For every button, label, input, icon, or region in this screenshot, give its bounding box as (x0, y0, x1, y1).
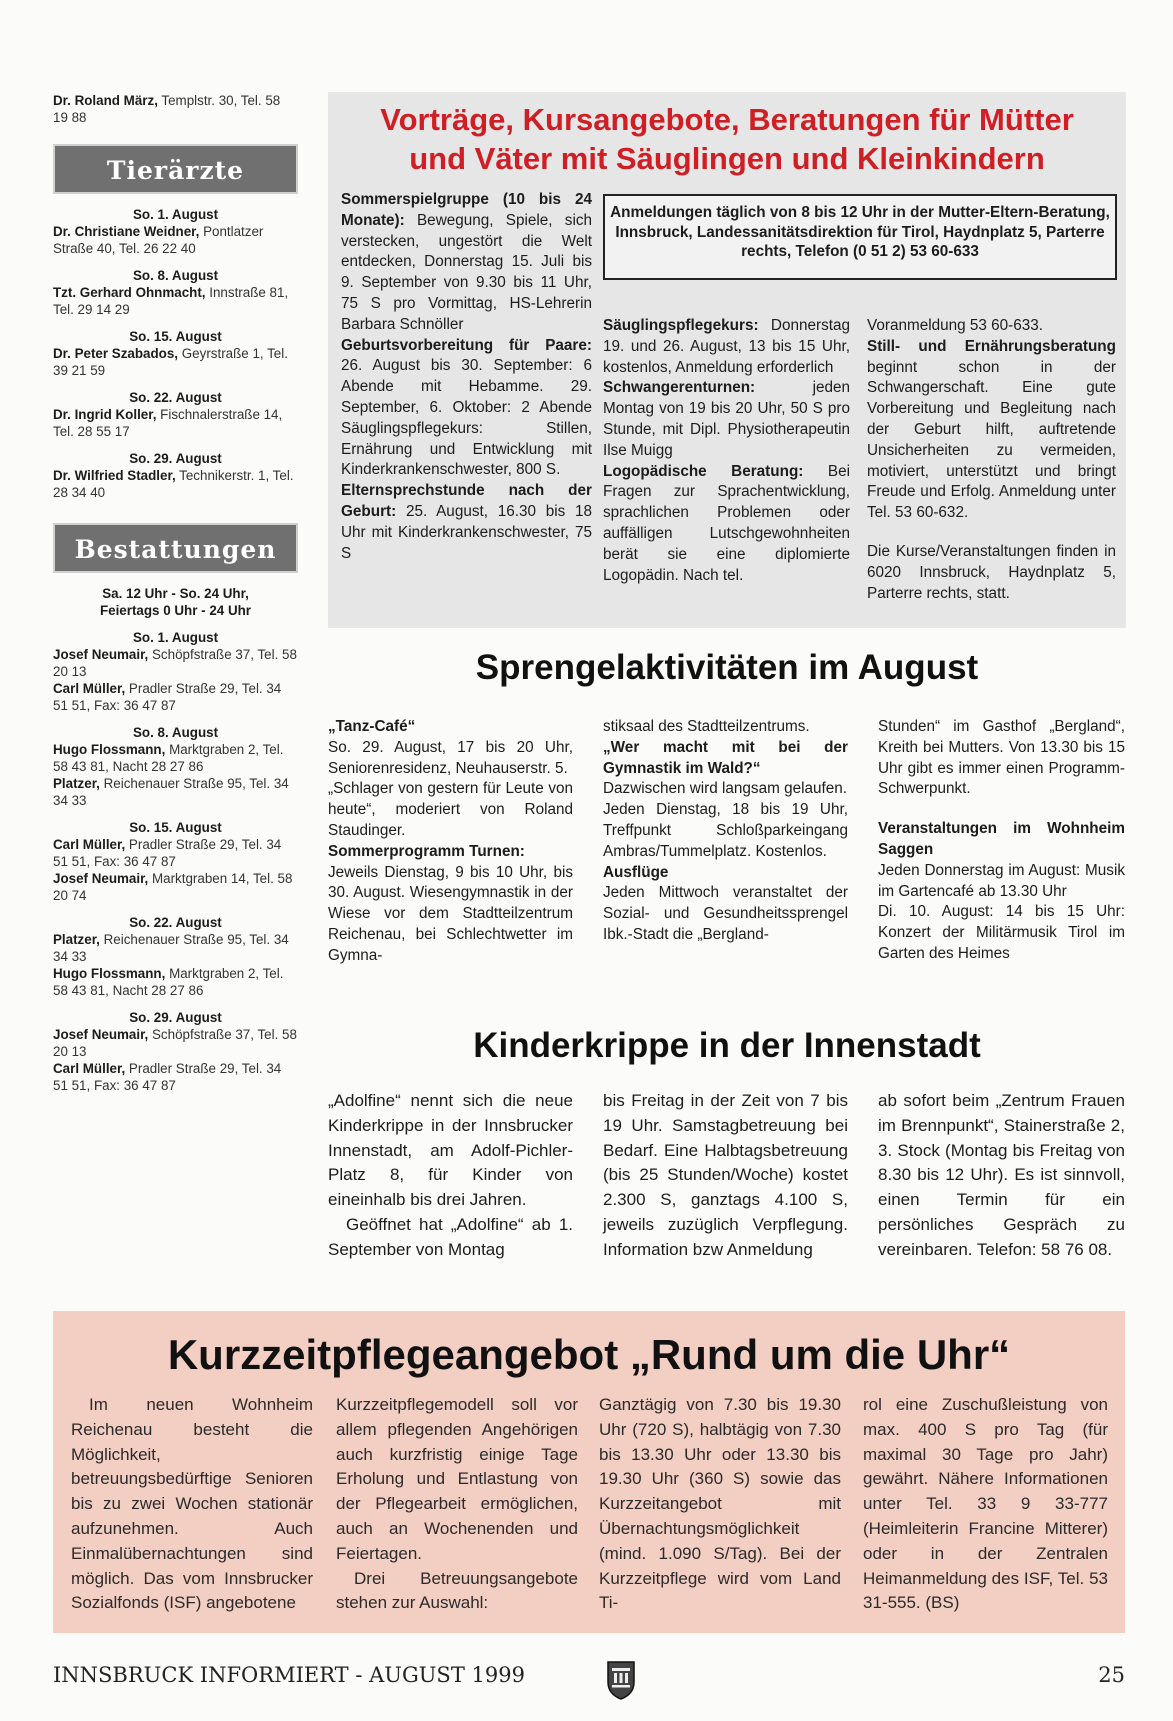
vet-date: So. 15. August (129, 329, 222, 344)
vet-entry (53, 206, 298, 257)
activity-text: Stunden“ im Gasthof „Bergland“, Kreith bei Mutters. Von 13.30 bis 15 Uhr gibt es immer einen Programm-Schwerpunkt. (878, 718, 1125, 798)
left-column (53, 92, 298, 1094)
activity-heading: Ausflüge (603, 863, 669, 881)
course-text: jeden Montag von 19 bis 20 Uhr, 50 S pro Stunde, mit Dipl. Physiotherapeutin Ilse Muigg (603, 379, 850, 459)
courses-box (328, 92, 1126, 628)
activity-heading: „Wer macht mit bei der Gymnastik im Wald?“ (603, 738, 848, 777)
activity-heading: Sommerprogramm Turnen: (328, 842, 525, 860)
burial-name: Platzer, (53, 776, 100, 791)
footer-publication: INNSBRUCK INFORMIERT - AUGUST 1999 (53, 1663, 525, 1687)
course-text: 25. August, 16.30 bis 18 Uhr mit Kinderkrankenschwester, 75 S (341, 502, 592, 562)
burial-address: Reichenauer Straße 95, Tel. 34 34 33 (53, 776, 289, 808)
care-column-2 (336, 1393, 578, 1616)
course-heading: Geburtsvorbereitung für Paare: (341, 336, 592, 354)
care-column-3 (599, 1393, 841, 1616)
registration-box: Anmeldungen täglich von 8 bis 12 Uhr in der Mutter-Eltern-Beratung, Innsbruck, Landessanitätsdirektion für Tirol, Haydnplatz 5, Parterre rechts, Telefon (0 51 2) 53 60-633 (603, 194, 1117, 280)
vet-name: Dr. Wilfried Stadler, (53, 468, 176, 483)
activity-text: Jeden Dienstag, 18 bis 19 Uhr, Treffpunkt Schloßparkeingang Ambras/Tummelplatz. Kostenlos. (603, 801, 848, 860)
vet-address: Technikerstr. 1, Tel. 28 34 40 (53, 468, 294, 500)
vet-name: Dr. Ingrid Koller, (53, 407, 157, 422)
vet-address: Geyrstraße 1, Tel. 39 21 59 (53, 346, 288, 378)
vets-heading: Tierärzte (53, 144, 298, 194)
burial-date: So. 22. August (129, 915, 222, 930)
care-column-1 (71, 1393, 313, 1616)
burial-name: Platzer, (53, 932, 100, 947)
burial-address: Marktgraben 14, Tel. 58 20 74 (53, 871, 293, 903)
burial-entry (53, 914, 298, 999)
vet-date: So. 8. August (132, 268, 219, 283)
burial-date: So. 8. August (132, 725, 219, 740)
burial-address: Schöpfstraße 37, Tel. 58 20 13 (53, 647, 297, 679)
burial-name: Carl Müller, (53, 681, 126, 696)
care-text: Drei Betreuungsangebote stehen zur Auswahl: (336, 1568, 578, 1613)
care-text: rol eine Zuschußleistung von max. 400 S pro Tag (für maximal 30 Tage pro Jahr) gewährt. Nähere Informationen unter Tel. 33 9 33-777 (Heimleiterin Francine Mitterer) oder in der Zentralen Heimanmeldung des ISF, Tel. 53 31-555. (BS) (863, 1395, 1108, 1613)
burial-address: Marktgraben 2, Tel. 58 43 81, Nacht 28 27 86 (53, 742, 284, 774)
burial-name: Josef Neumair, (53, 871, 149, 886)
activity-text: Jeden Mittwoch veranstaltet der Sozial- und Gesundheitssprengel Ibk.-Stadt die „Bergland- (603, 884, 848, 943)
course-text: Die Kurse/Veranstaltungen finden in 6020 Innsbruck, Haydnplatz 5, Parterre rechts, statt. (867, 542, 1116, 602)
short-term-care-title: Kurzzeitpflegeangebot „Rund um die Uhr“ (167, 1331, 1011, 1378)
doctor-address: Templstr. 30, Tel. 58 19 88 (53, 93, 281, 125)
doctor-entry (53, 92, 298, 126)
vet-address: Fischnalerstraße 14, Tel. 28 55 17 (53, 407, 283, 439)
burial-name: Josef Neumair, (53, 1027, 149, 1042)
courses-title-line: und Väter mit Säuglingen und Kleinkindern (409, 141, 1045, 176)
burial-date: So. 15. August (129, 820, 222, 835)
nursery-text: „Adolfine“ nennt sich die neue Kinderkrippe in der Innsbrucker Innenstadt, am Adolf-Pichler-Platz 8, für Kinder von eineinhalb bis drei Jahren. (328, 1091, 573, 1210)
vet-address: Pontlatzer Straße 40, Tel. 26 22 40 (53, 224, 264, 256)
vet-entry (53, 328, 298, 379)
courses-title (328, 100, 1126, 178)
burial-name: Carl Müller, (53, 1061, 126, 1076)
courses-column-1 (341, 190, 592, 564)
activities-column-1 (328, 717, 573, 967)
burial-hours (53, 585, 298, 619)
vet-date: So. 1. August (132, 207, 219, 222)
burial-entry (53, 724, 298, 809)
activity-text: Jeden Donnerstag im August: Musik im Gartencafé ab 13.30 Uhr (878, 861, 1125, 900)
burial-address: Pradler Straße 29, Tel. 34 51 51, Fax: 36 47 87 (53, 837, 282, 869)
burial-address: Pradler Straße 29, Tel. 34 51 51, Fax: 36 47 87 (53, 681, 282, 713)
course-heading: Still- und Ernährungsberatung (867, 337, 1116, 355)
vet-address: Innstraße 81, Tel. 29 14 29 (53, 285, 289, 317)
burial-name: Josef Neumair, (53, 647, 149, 662)
care-text: Im neuen Wohnheim Reichenau besteht die Möglichkeit, betreuungsbedürftige Senioren bis zu zwei Wochen stationär aufzunehmen. Auch Einmalübernachtungen sind möglich. Das vom Innsbrucker Sozialfonds (ISF) angebotene (71, 1395, 313, 1613)
course-heading: Sommerspielgruppe (10 bis 24 Monate): (341, 191, 592, 229)
activities-column-3 (878, 717, 1125, 965)
courses-title-line: Vorträge, Kursangebote, Beratungen für Mütter (380, 102, 1074, 137)
care-text: Ganztägig von 7.30 bis 19.30 Uhr (720 S), halbtägig von 7.30 bis 13.30 Uhr oder 13.30 bis 19.30 Uhr (360 S) sowie das Kurzzeitangebot mit Übernachtungsmöglichkeit (mind. 1.090 S/Tag). Bei der Kurzzeitpflege wird vom Land Ti- (599, 1395, 841, 1613)
page-footer (53, 1663, 1125, 1687)
activity-heading: Veranstaltungen im Wohnheim Saggen (878, 820, 1125, 858)
activity-text: Jeweils Dienstag, 9 bis 10 Uhr, bis 30. August. Wiesengymnastik in der Wiese vor dem Stadtteilzentrum Reichenau, bei Schlechtwetter im Gymna- (328, 863, 573, 964)
burial-entry (53, 629, 298, 714)
vet-entry (53, 267, 298, 318)
burial-entry (53, 819, 298, 904)
nursery-text: bis Freitag in der Zeit von 7 bis 19 Uhr. Samstagbetreuung bei Bedarf. Eine Halbtagsbetreuung (bis 25 Stunden/Woche) kostet 2.300 S, ganztags 4.100 S, jeweils zuzüglich Verpflegung. Information bzw Anmeldung (603, 1091, 848, 1259)
burial-name: Carl Müller, (53, 837, 126, 852)
nursery-text: Geöffnet hat „Adolfine“ ab 1. September von Montag (328, 1214, 573, 1259)
activity-heading: „Tanz-Café“ (328, 718, 416, 735)
burial-name: Hugo Flossmann, (53, 742, 166, 757)
doctor-name: Dr. Roland März, (53, 93, 158, 108)
nursery-column-2 (603, 1089, 848, 1263)
vet-entry (53, 450, 298, 501)
course-text: 26. August bis 30. September: 6 Abende mit Hebamme. 29. September, 6. Oktober: 2 Abende Säuglingspflegekurs: Stillen, Ernährung und Entwicklung mit Kinderkrankenschwester, 800 S. (341, 357, 592, 479)
burial-address: Schöpfstraße 37, Tel. 58 20 13 (53, 1027, 297, 1059)
course-heading: Säuglingspflegekurs: (603, 317, 759, 334)
activities-title: Sprengelaktivitäten im August (475, 648, 979, 687)
course-text: Bei Fragen zur Sprachentwicklung, sprachlichen Problemen oder auffälligen Lutschgewohnheiten berät sie eine diplomierte Logopädin. Nach tel. (603, 462, 850, 584)
burial-date: So. 1. August (132, 630, 219, 645)
burial-address: Reichenauer Straße 95, Tel. 34 34 33 (53, 932, 289, 964)
courses-column-3 (867, 316, 1116, 604)
activity-text: „Schlager von gestern für Leute von heute“, moderiert von Roland Staudinger. (328, 780, 573, 839)
page-number: 25 (1098, 1663, 1125, 1687)
course-heading: Schwangerenturnen: (603, 379, 756, 397)
burial-hours-line: Sa. 12 Uhr - So. 24 Uhr, (102, 586, 249, 601)
nursery-title: Kinderkrippe in der Innenstadt (473, 1026, 981, 1065)
activities-column-2 (603, 717, 848, 946)
burial-hours-line: Feiertags 0 Uhr - 24 Uhr (99, 603, 252, 618)
short-term-care-box (53, 1311, 1125, 1633)
burial-address: Pradler Straße 29, Tel. 34 51 51, Fax: 36 47 87 (53, 1061, 282, 1093)
vet-date: So. 29. August (129, 451, 222, 466)
nursery-column-1 (328, 1089, 573, 1263)
burial-address: Marktgraben 2, Tel. 58 43 81, Nacht 28 27 86 (53, 966, 284, 998)
courses-column-2 (603, 316, 850, 586)
care-column-4 (863, 1393, 1108, 1616)
vet-name: Dr. Christiane Weidner, (53, 224, 200, 239)
burial-date: So. 29. August (129, 1010, 222, 1025)
course-heading: Elternsprechstunde nach der Geburt: (341, 482, 592, 520)
nursery-column-3 (878, 1089, 1125, 1263)
course-heading: Logopädische Beratung: (603, 462, 804, 480)
course-text: beginnt schon in der Schwangerschaft. Eine gute Vorbereitung und Begleitung nach der Geburt hilft, auftretende Unsicherheiten zu vermeiden, motiviert, unterstützt und bringt Freude und Erfolg. Anmeldung unter Tel. 53 60-632. (867, 358, 1116, 522)
vet-name: Tzt. Gerhard Ohnmacht, (53, 285, 206, 300)
vet-entry (53, 389, 298, 440)
vet-date: So. 22. August (129, 390, 222, 405)
burial-entry (53, 1009, 298, 1094)
activity-text: stiksaal des Stadtteilzentrums. (603, 718, 810, 735)
city-crest-icon (606, 1660, 636, 1700)
vet-name: Dr. Peter Szabados, (53, 346, 179, 361)
activity-text: Dazwischen wird langsam gelaufen. (603, 780, 848, 798)
activity-text: So. 29. August, 17 bis 20 Uhr, Seniorenresidenz, Neuhauserstr. 5. (328, 738, 573, 777)
burial-name: Hugo Flossmann, (53, 966, 166, 981)
burial-heading: Bestattungen (53, 523, 298, 573)
course-text: Voranmeldung 53 60-633. (867, 317, 1044, 334)
nursery-text: ab sofort beim „Zentrum Frauen im Brennpunkt“, Stainerstraße 2, 3. Stock (Montag bis Freitag von 8.30 bis 12 Uhr). Es ist sinnvoll, einen Termin für ein persönliches Gespräch zu vereinbaren. Telefon: 58 76 08. (878, 1091, 1125, 1259)
course-text: Bewegung, Spiele, sich verstecken, ungestört die Welt entdecken, Donnerstag 15. Juli bis 9. September von 9.30 bis 11 Uhr, 75 S pro Vormittag, HS-Lehrerin Barbara Schnöller (341, 211, 592, 333)
activity-text: Di. 10. August: 14 bis 15 Uhr: Konzert der Militärmusik Tirol im Garten des Heimes (878, 903, 1125, 962)
care-text: Kurzzeitpflegemodell soll vor allem pflegenden Angehörigen auch kurzfristig einige Tage Erholung und Entlastung von der Pflegearbeit ermöglichen, auch an Wochenenden und Feiertagen. (336, 1395, 578, 1563)
course-text: Donnerstag 19. und 26. August, 13 bis 15 Uhr, kostenlos, Anmeldung erforderlich (603, 317, 850, 376)
